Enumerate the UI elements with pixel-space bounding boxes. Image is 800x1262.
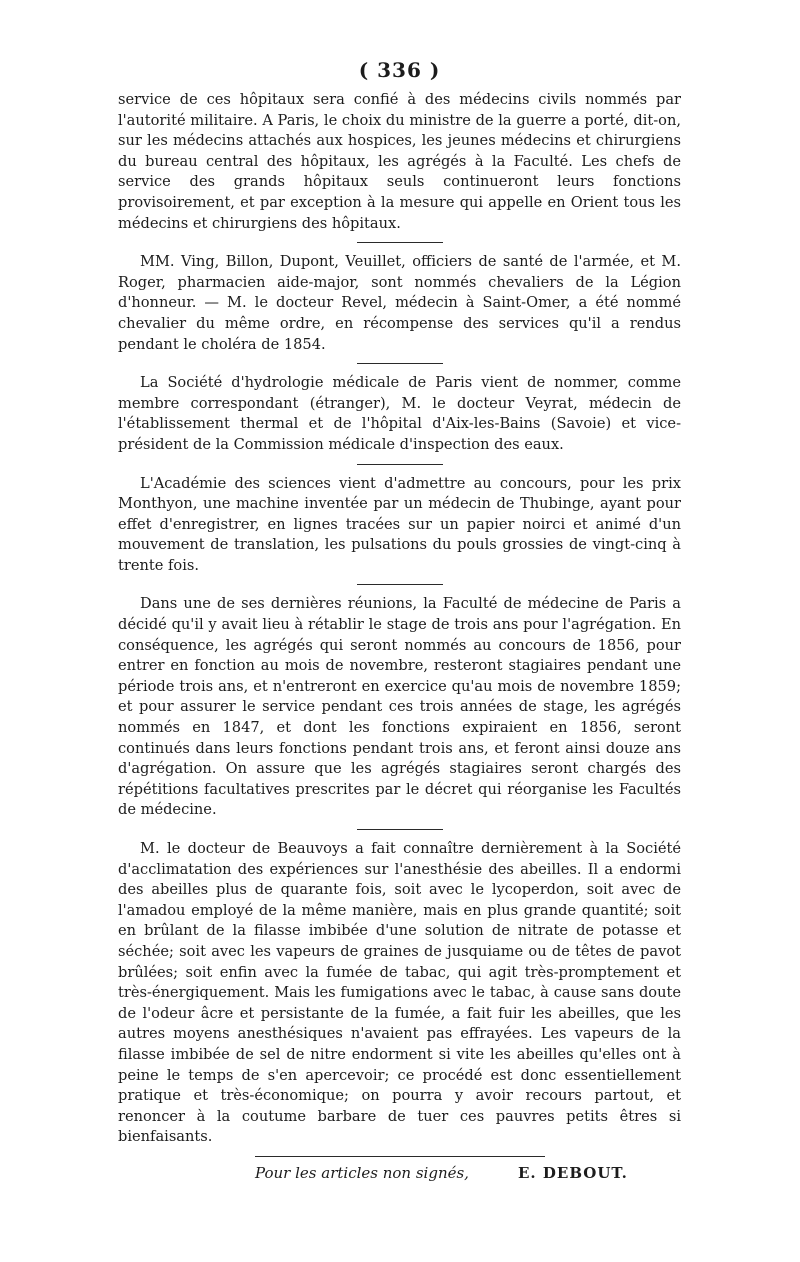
paragraph-academie-sciences: L'Académie des sciences vient d'admettre au concours, pour les prix Monthyon, une machine inventée par un médecin de Thubinge, ayant pour effet d'enregistrer, en lignes tracées sur un papier noirci et animé d'un mouvement de translation, les pulsations du pouls grossies de vingt-cinq à trente fois. — [118, 474, 681, 574]
section-divider — [357, 464, 443, 465]
signature-author: E. DEBOUT. — [518, 1163, 628, 1182]
paragraph-hospital-service: service de ces hôpitaux sera confié à des médecins civils nommés par l'autorité militaire. A Paris, le choix du ministre de la guerre a porté, dit-on, sur les médecins attachés aux hospices, les jeunes médecins et chirurgiens du bureau central des hôpitaux, les agrégés à la Faculté. Les chefs de service des grands hôpitaux seuls continueront leurs fonctions provisoirement, et par exception à la mesure qui appelle en Orient tous les médecins et chirurgiens des hôpitaux. — [118, 91, 681, 232]
section-divider — [357, 363, 443, 364]
document-page — [118, 58, 681, 1248]
page-number: ( 336 ) — [358, 58, 441, 82]
section-divider — [357, 584, 443, 585]
paragraph-hydrologie: La Société d'hydrologie médicale de Paris vient de nommer, comme membre correspondant (étranger), M. le docteur Veyrat, médecin de l'établissement thermal et de l'hôpital d'Aix-les-Bains (Savoie) et vice-président de la Commission médicale d'inspection des eaux. — [118, 374, 681, 453]
paragraph-faculte-agregation: Dans une de ses dernières réunions, la Faculté de médecine de Paris a décidé qu'il y avait lieu à rétablir le stage de trois ans pour l'agrégation. En conséquence, les agrégés qui seront nommés au concours de 1856, pour entrer en fonction au mois de novembre, resteront stagiaires pendant une période trois ans, et n'entreront en exercice qu'au mois de novembre 1859; et pour assurer le service pendant ces trois années de stage, les agrégés nommés en 1847, et dont les fonctions expiraient en 1856, seront continués dans leurs fonctions pendant trois ans, et feront ainsi douze ans d'agrégation. On assure que les agrégés stagiaires seront chargés des répétitions facultatives prescrites par le décret qui réorganise les Facultés de médecine. — [118, 595, 681, 819]
section-divider — [357, 829, 443, 830]
section-divider — [357, 242, 443, 243]
paragraph-legion-honneur: MM. Ving, Billon, Dupont, Veuillet, officiers de santé de l'armée, et M. Roger, pharmacien aide-major, sont nommés chevaliers de la Légion d'honneur. — M. le docteur Revel, médecin à Saint-Omer, a été nommé chevalier du même ordre, en récompense des services qu'il a rendus pendant le choléra de 1854. — [118, 253, 681, 353]
closing-divider — [255, 1156, 545, 1157]
signature-attribution: Pour les articles non signés, — [255, 1163, 469, 1182]
paragraph-abeilles-anesthesie: M. le docteur de Beauvoys a fait connaître dernièrement à la Société d'acclimatation des expériences sur l'anesthésie des abeilles. Il a endormi des abeilles plus de quarante fois, soit avec le lycoperdon, soit avec de l'amadou employé de la même manière, mais en plus grande quantité; soit en brûlant de la filasse imbibée d'une solution de nitrate de potasse et séchée; soit avec les vapeurs de graines de jusquiame ou de têtes de pavot brûlées; soit enfin avec la fumée de tabac, qui agit très-promptement et très-énergiquement. Mais les fumigations avec le tabac, à cause sans doute de l'odeur âcre et persistante de la fumée, a fait fuir les abeilles, que les autres moyens anesthésiques n'avaient pas effrayées. Les vapeurs de la filasse imbibée de sel de nitre endorment si vite les abeilles qu'elles ont à peine le temps de s'en apercevoir; ce procédé est donc essentiellement pratique et très-économique; on pourra y avoir recours partout, et renoncer à la coutume barbare de tuer ces pauvres petits êtres si bienfaisants. — [118, 840, 681, 1146]
